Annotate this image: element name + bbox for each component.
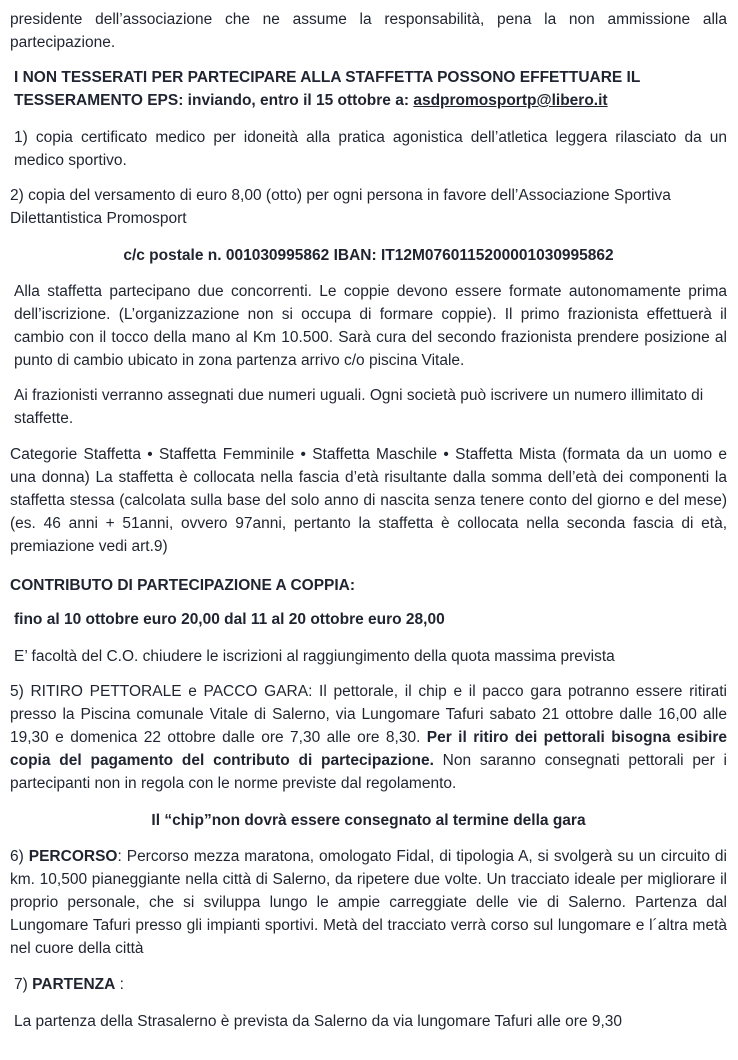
- staffetta-paragraph: Alla staffetta partecipano due concorrenti. Le coppie devono essere formate autonomamente prima dell’iscrizione. (L’organizzazione non si occupa di formare coppie). Il primo frazionista effettuerà il cambio con il tocco della mano al Km 10.500. Sarà cura del secondo frazionista prendere posizione al punto di cambio ubicato in zona partenza arrivo c/o piscina Vitale.: [14, 283, 727, 369]
- intro-paragraph: presidente dell’associazione che ne assume la responsabilità, pena la non ammissione alla partecipazione.: [10, 11, 727, 51]
- chip-note: Il “chip”non dovrà essere consegnato al termine della gara: [151, 812, 586, 829]
- tesseramento-heading: [14, 66, 727, 112]
- ritiro-tail: Non saranno consegnati pettorali per i partecipanti non in regola con le norme previste dal regolamento.: [10, 752, 727, 792]
- contributo-heading: CONTRIBUTO DI PARTECIPAZIONE A COPPIA:: [10, 577, 356, 594]
- ritiro-paragraph: [10, 680, 727, 795]
- facolta-paragraph: E’ facoltà del C.O. chiudere le iscrizioni al raggiungimento della quota massima prevista: [14, 648, 615, 665]
- percorso-text: : Percorso mezza maratona, omologato Fidal, di tipologia A, si svolgerà su un circuito di km. 10,500 pianeggiante nella città di Salerno, da ripetere due volte. Un tracciato ideale per migliorare il proprio personale, che si sviluppa lungo le ampie carreggiate delle vie di Salerno. Partenza dal Lungomare Tafuri presso gli impianti sportivi. Metà del tracciato verrà corso sul lungomare e l´altra metà nel cuore della città: [10, 848, 727, 957]
- partenza-number: 7): [14, 976, 28, 993]
- partenza-paragraph: La partenza della Strasalerno è prevista da Salerno da via lungomare Tafuri alle ore 9,30: [14, 1013, 623, 1030]
- percorso-label: PERCORSO: [28, 848, 118, 865]
- requirement-item-2: 2) copia del versamento di euro 8,00 (otto) per ogni persona in favore dell’Associazione Sportiva Dilettantistica Promosport: [10, 187, 671, 227]
- requirement-item-1: 1) copia certificato medico per idoneità alla pratica agonistica dell’atletica leggera rilasciato da un medico sportivo.: [14, 129, 727, 169]
- tesseramento-heading-text: I NON TESSERATI PER PARTECIPARE ALLA STAFFETTA POSSONO EFFETTUARE IL TESSERAMENTO EPS: inviando, entro il 15 ottobre a:: [14, 69, 641, 109]
- partenza-colon: :: [119, 976, 124, 993]
- partenza-label: PARTENZA: [32, 976, 116, 993]
- categorie-paragraph: Categorie Staffetta • Staffetta Femminile • Staffetta Maschile • Staffetta Mista (formata da un uomo e una donna) La staffetta è collocata nella fascia d’età risultante dalla somma dell’età dei componenti la staffetta stessa (calcolata sulla base del solo anno di nascita senza tenere conto del giorno e del mese) (es. 46 anni + 51anni, ovvero 97anni, pertanto la staffetta è collocata nella seconda fascia di età, premiazione vedi art.9): [10, 446, 727, 555]
- percorso-number: 6): [10, 848, 24, 865]
- contributo-prices: fino al 10 ottobre euro 20,00 dal 11 al 20 ottobre euro 28,00: [14, 611, 445, 628]
- bank-details: c/c postale n. 001030995862 IBAN: IT12M0760115200001030995862: [123, 247, 614, 264]
- numeri-paragraph: Ai frazionisti verranno assegnati due numeri uguali. Ogni società può iscrivere un numero illimitato di staffette.: [14, 387, 704, 427]
- email-link[interactable]: asdpromosportp@libero.it: [413, 92, 608, 109]
- partenza-heading: [14, 973, 727, 996]
- ritiro-lead: 5) RITIRO PETTORALE e PACCO GARA: Il pettorale, il chip e il pacco gara potranno essere ritirati presso la Piscina comunale Vitale di Salerno, via Lungomare Tafuri sabato 21 ottobre dalle 16,00 alle 19,30 e domenica 22 ottobre dalle ore 7,30 alle ore 8,30.: [10, 683, 727, 746]
- percorso-paragraph: [10, 845, 727, 960]
- ritiro-bold: Per il ritiro dei pettorali bisogna esibire copia del pagamento del contributo di partecipazione.: [10, 729, 728, 769]
